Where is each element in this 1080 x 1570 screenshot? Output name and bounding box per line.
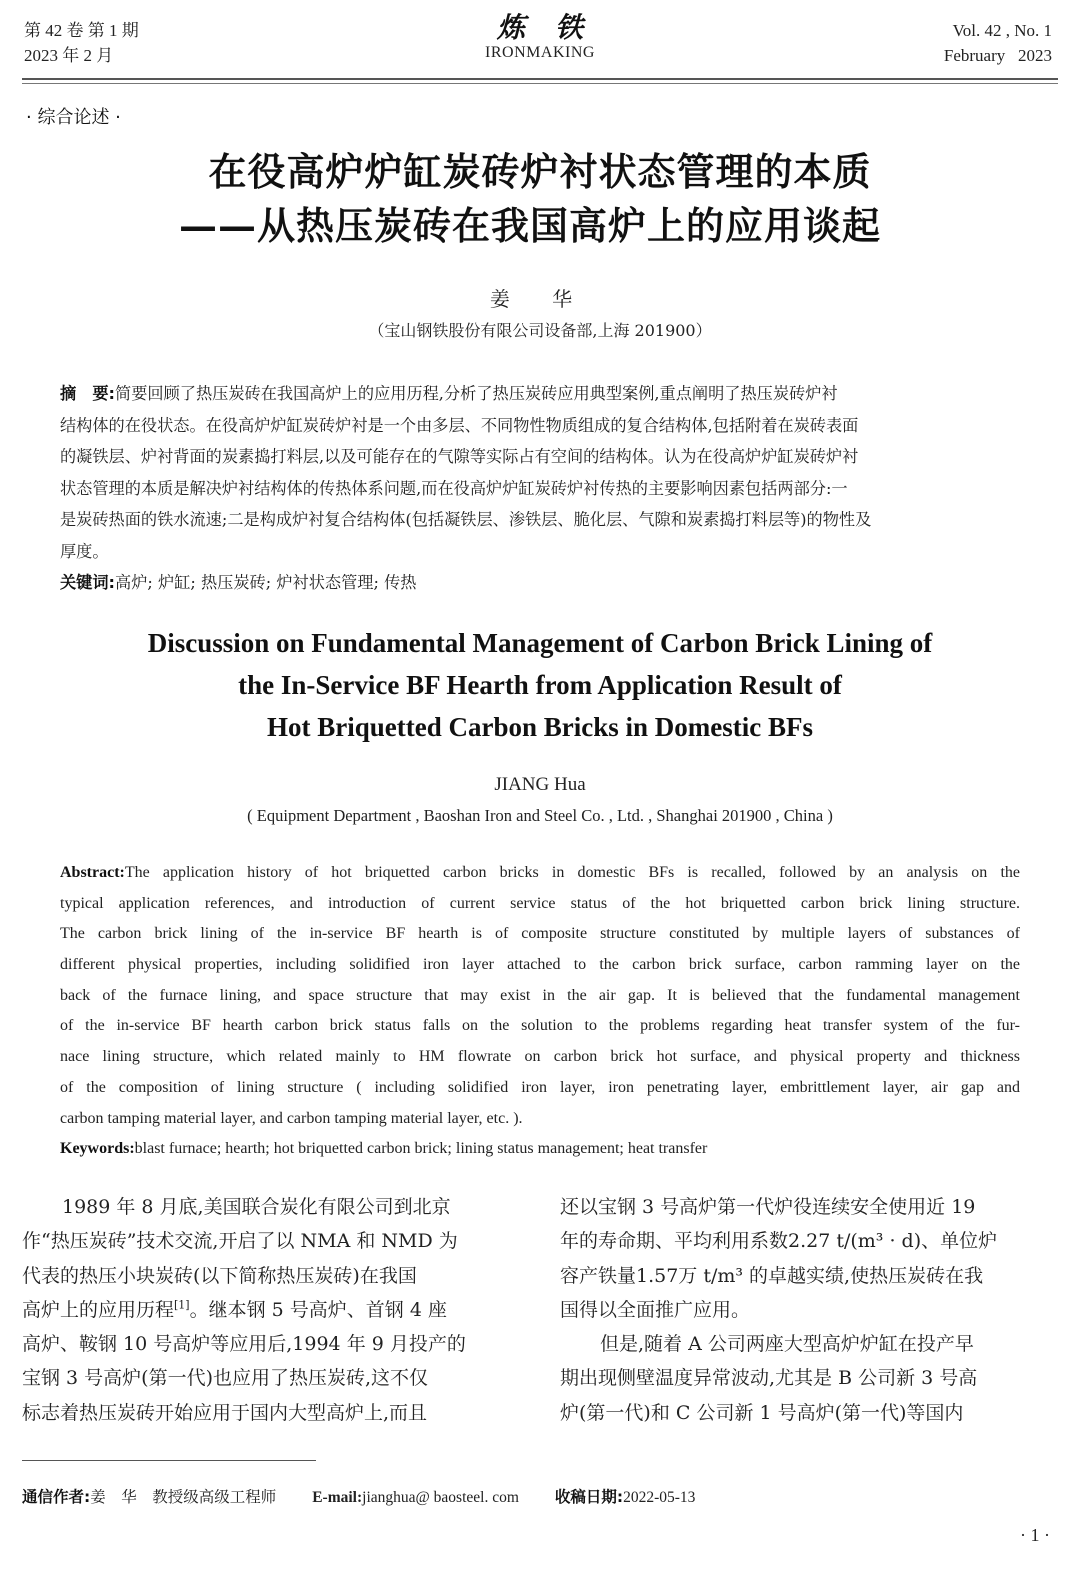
header-left <box>24 18 139 68</box>
body-line: 标志着热压炭砖开始应用于国内大型高炉上,而且 <box>22 1401 428 1424</box>
body-line: 宝钢 3 号高炉(第一代)也应用了热压炭砖,这不仅 <box>22 1367 429 1390</box>
page-number: · 1 · <box>1020 1525 1050 1545</box>
abstract-en-line: of the composition of lining structure ( including solidified iron layer, iron penetrating layer, embrittlement layer, air gap and <box>60 1078 1020 1096</box>
body-line: 高炉上的应用历程[1]。继本钢 5 号高炉、首钢 4 座 <box>22 1298 447 1321</box>
corresponding-author-value: 姜 华 教授级高级工程师 <box>90 1488 277 1506</box>
abstract-cn-line: 摘 要:简要回顾了热压炭砖在我国高炉上的应用历程,分析了热压炭砖应用典型案例,重点阐明了热压炭砖炉衬 <box>60 384 838 403</box>
body-line: 1989 年 8 月底,美国联合炭化有限公司到北京 <box>62 1196 451 1218</box>
body-line: 期出现侧壁温度异常波动,尤其是 B 公司新 3 号高 <box>560 1367 978 1390</box>
abstract-cn-label: 摘 要: <box>60 384 116 403</box>
body-line: 年的寿命期、平均利用系数2.27 t/(m³ · d)、单位炉 <box>560 1230 998 1253</box>
author-cn: 姜 华 <box>489 287 591 311</box>
body-line: 炉(第一代)和 C 公司新 1 号高炉(第一代)等国内 <box>560 1401 964 1424</box>
abstract-en-line: typical application references, and introduction of current service status of the hot briquetted carbon brick lining structure. <box>60 894 1020 912</box>
citation-ref[interactable]: [1] <box>174 1298 190 1312</box>
body-line: 代表的热压小块炭砖(以下简称热压炭砖)在我国 <box>22 1264 417 1287</box>
abstract-cn-line: 厚度。 <box>60 541 109 561</box>
journal-logo <box>390 12 690 62</box>
title-cn-line1: 在役高炉炉缸炭砖炉衬状态管理的本质 <box>208 149 872 194</box>
abstract-cn-line: 结构体的在役状态。在役高炉炉缸炭砖炉衬是一个由多层、不同物性物质组成的复合结构体,包括附着在炭砖表面 <box>60 415 859 435</box>
keywords-cn: 关键词:高炉; 炉缸; 热压炭砖; 炉衬状态管理; 传热 <box>60 573 417 592</box>
body-column-right <box>560 1190 1058 1430</box>
abstract-en-line: different physical properties, including solidified iron layer attached to the carbon brick surface, carbon ramming layer on the <box>60 956 1020 974</box>
abstract-en-label: Abstract: <box>60 864 125 881</box>
abstract-cn-line: 是炭砖热面的铁水流速;二是构成炉衬复合结构体(包括凝铁层、渗铁层、脆化层、气隙和炭素捣打料层等)的物性及 <box>60 510 872 529</box>
header-rule-thin <box>22 83 1058 84</box>
abstract-en-line: nace lining structure, which related mainly to HM flowrate on carbon brick hot surface, and physical property and thickness <box>60 1048 1020 1066</box>
volume-issue-en: Vol. 42 , No. 1 <box>952 21 1052 40</box>
body-column-left <box>22 1190 520 1430</box>
keywords-en-label: Keywords: <box>60 1140 135 1158</box>
keywords-cn-label: 关键词: <box>60 573 116 592</box>
header-rule-thick <box>22 78 1058 80</box>
corresponding-author-label: 通信作者: <box>22 1488 91 1506</box>
body-line: 容产铁量1.57万 t/m³ 的卓越实绩,使热压炭砖在我 <box>560 1264 984 1287</box>
author-en: JIANG Hua <box>494 774 586 795</box>
title-en-line1: Discussion on Fundamental Management of Carbon Brick Lining of <box>147 628 933 658</box>
abstract-cn-line: 的凝铁层、炉衬背面的炭素捣打料层,以及可能存在的气隙等实际占有空间的结构体。认为在役高炉炉缸炭砖炉衬 <box>60 447 859 466</box>
affiliation-en: ( Equipment Department , Baoshan Iron and Steel Co. , Ltd. , Shanghai 201900 , China ) <box>247 806 833 825</box>
abstract-en <box>60 858 1020 1165</box>
abstract-en-line: The carbon brick lining of the in-service BF hearth is of composite structure constituted by multiple layers of substances of <box>60 925 1020 943</box>
date-cn: 2023 年 2 月 <box>24 46 114 65</box>
header-right <box>944 18 1052 68</box>
body-line: 但是,随着 A 公司两座大型高炉炉缸在投产早 <box>600 1333 974 1356</box>
abstract-en-line: carbon tamping material layer, and carbon tamping material layer, etc. ). <box>60 1109 523 1127</box>
body-line: 国得以全面推广应用。 <box>560 1298 751 1321</box>
abstract-en-line: of the in-service BF hearth carbon brick status falls on the solution to the problems regarding heat transfer system of the fur- <box>60 1017 1020 1035</box>
title-en-line2: the In-Service BF Hearth from Application Result of <box>238 670 842 700</box>
abstract-cn-line: 状态管理的本质是解决炉衬结构体的传热体系问题,而在役高炉炉缸炭砖炉衬传热的主要影响因素包括两部分:一 <box>60 478 848 498</box>
email-label: E-mail: <box>312 1489 363 1506</box>
keywords-en: Keywords:blast furnace; hearth; hot briquetted carbon brick; lining status management; heat transfer <box>60 1140 708 1158</box>
volume-issue-cn: 第 42 卷 第 1 期 <box>24 21 139 40</box>
title-cn-line2: ——从热压炭砖在我国高炉上的应用谈起 <box>178 203 881 248</box>
body-line: 还以宝钢 3 号高炉第一代炉役连续安全使用近 19 <box>560 1196 976 1218</box>
abstract-en-line: Abstract:The application history of hot briquetted carbon bricks in domestic BFs is recalled, followed by an analysis on the <box>60 864 1020 881</box>
footnote-rule <box>22 1460 316 1461</box>
abstract-en-line: back of the furnace lining, and space structure that may exist in the air gap. It is believed that the fundamental management <box>60 986 1020 1004</box>
received-date-label: 收稿日期: <box>554 1488 624 1506</box>
received-date-value: 2022-05-13 <box>623 1489 696 1506</box>
journal-name-en: IRONMAKING <box>485 44 595 61</box>
title-en-line3: Hot Briquetted Carbon Bricks in Domestic BFs <box>267 712 813 742</box>
footnote <box>22 1485 695 1507</box>
body-line: 高炉、鞍钢 10 号高炉等应用后,1994 年 9 月投产的 <box>22 1333 466 1356</box>
body-line: 作“热压炭砖”技术交流,开启了以 NMA 和 NMD 为 <box>22 1230 458 1253</box>
abstract-cn <box>60 378 1022 599</box>
column-tag: · 综合论述 · <box>26 107 121 128</box>
affiliation-cn: （宝山钢铁股份有限公司设备部,上海 201900） <box>368 321 712 340</box>
journal-name-cn: 炼铁 <box>496 11 613 44</box>
email-link[interactable]: jianghua@ baosteel. com <box>362 1489 519 1506</box>
date-en: February 2023 <box>943 46 1052 65</box>
